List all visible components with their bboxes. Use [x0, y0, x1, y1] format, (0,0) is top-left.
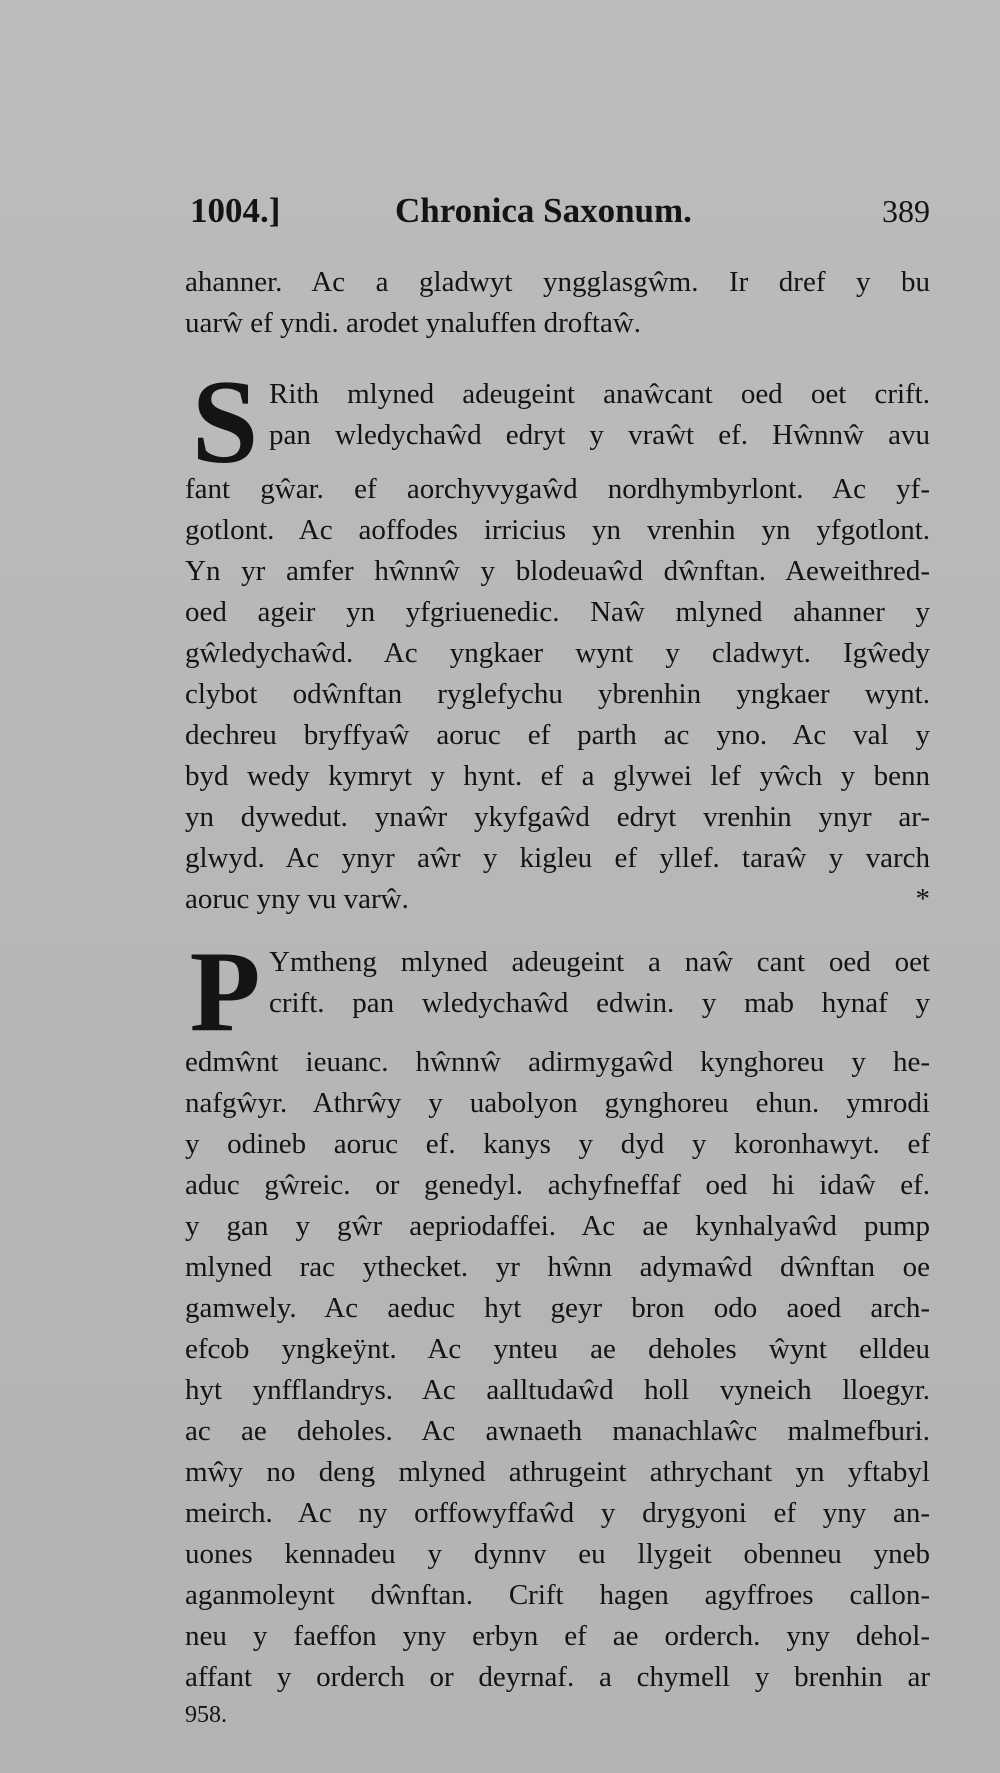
body-text [185, 262, 930, 1732]
text-line: neu y faeffon yny erbyn ef ae orderch. yny dehol- [185, 1620, 930, 1652]
text-line: oed ageir yn yfgriuenedic. Naŵ mlyned ahanner y [185, 596, 930, 628]
drop-cap: S [191, 374, 259, 469]
text-line: fant gŵar. ef aorchyvygaŵd nordhymbyrlont. Ac yf- [185, 473, 930, 505]
text-line: gŵledychaŵd. Ac yngkaer wynt y cladwyt. Igŵedy [185, 637, 930, 669]
text-line: efcob yngkeÿnt. Ac ynteu ae deholes ŵynt elldeu [185, 1333, 930, 1365]
text-line: Rith mlyned adeugeint anaŵcant oed oet crift. [269, 378, 930, 410]
text-line: glwyd. Ac ynyr aŵr y kigleu ef yllef. taraŵ y varch [185, 842, 930, 874]
running-header [190, 191, 930, 237]
text-line: mlyned rac ythecket. yr hŵnn adymaŵd dŵnftan oe [185, 1251, 930, 1283]
text-line: y gan y gŵr aepriodaffei. Ac ae kynhalyaŵd pump [185, 1210, 930, 1242]
text-line: yn dywedut. ynaŵr ykyfgaŵd edryt vrenhin ynyr ar- [185, 801, 930, 833]
text-line: edmŵnt ieuanc. hŵnnŵ adirmygaŵd kynghoreu y he- [185, 1046, 930, 1078]
last-line-text: aoruc yny vu varŵ. [185, 883, 409, 915]
paragraph-1 [185, 374, 930, 469]
text-line: pan wledychaŵd edryt y vraŵt ef. Hŵnnŵ avu [269, 419, 930, 451]
paragraph-1-body [185, 469, 930, 920]
text-line: nafgŵyr. Athrŵy y uabolyon gynghoreu ehun. ymrodi [185, 1087, 930, 1119]
text-line: clybot odŵnftan ryglefychu ybrenhin yngkaer wynt. [185, 678, 930, 710]
text-line: mŵy no deng mlyned athrugeint athrychant yn yftabyl [185, 1456, 930, 1488]
intro-paragraph [185, 262, 930, 344]
text-line: meirch. Ac ny orffowyffaŵd y drygyoni ef yny an- [185, 1497, 930, 1529]
text-line: aduc gŵreic. or genedyl. achyfneffaf oed hi idaŵ ef. [185, 1169, 930, 1201]
text-line: hyt ynfflandrys. Ac aalltudaŵd holl vyneich lloegyr. [185, 1374, 930, 1406]
text-line: uarŵ ef yndi. arodet ynaluffen droftaŵ. [185, 307, 642, 339]
drop-cap: P [189, 942, 261, 1042]
page-number: 389 [882, 193, 930, 229]
header-year: 1004.] [190, 191, 281, 230]
text-line: crift. pan wledychaŵd edwin. y mab hynaf y [269, 987, 930, 1019]
paragraph-2 [185, 942, 930, 1042]
text-line: dechreu bryffyaŵ aoruc ef parth ac yno. Ac val y [185, 719, 930, 751]
text-line: gamwely. Ac aeduc hyt geyr bron odo aoed arch- [185, 1292, 930, 1324]
text-line: affant y orderch or deyrnaf. a chymell y brenhin ar [185, 1661, 930, 1693]
text-line: ac ae deholes. Ac awnaeth manachlaŵc malmefburi. [185, 1415, 930, 1447]
text-line: uones kennadeu y dynnv eu llygeit obenneu yneb [185, 1538, 930, 1570]
text-line: byd wedy kymryt y hynt. ef a glywei lef yŵch y benn [185, 760, 930, 792]
text-line-last [185, 879, 930, 920]
paragraph-2-body [185, 1042, 930, 1698]
text-line: Yn yr amfer hŵnnŵ y blodeuaŵd dŵnftan. Aeweithred- [185, 555, 930, 587]
text-line: y odineb aoruc ef. kanys y dyd y koronhawyt. ef [185, 1128, 930, 1160]
text-line: ahanner. Ac a gladwyt yngglasgŵm. Ir dref y bu [185, 266, 930, 298]
text-line: gotlont. Ac aoffodes irricius yn vrenhin yn yfgotlont. [185, 514, 930, 546]
end-mark: * [915, 883, 930, 915]
text-line: Ymtheng mlyned adeugeint a naŵ cant oed oet [269, 946, 930, 978]
footnote-marker: 958. [185, 1702, 227, 1728]
text-line: aganmoleynt dŵnftan. Crift hagen agyffroes callon- [185, 1579, 930, 1611]
header-title: Chronica Saxonum. [395, 191, 692, 230]
